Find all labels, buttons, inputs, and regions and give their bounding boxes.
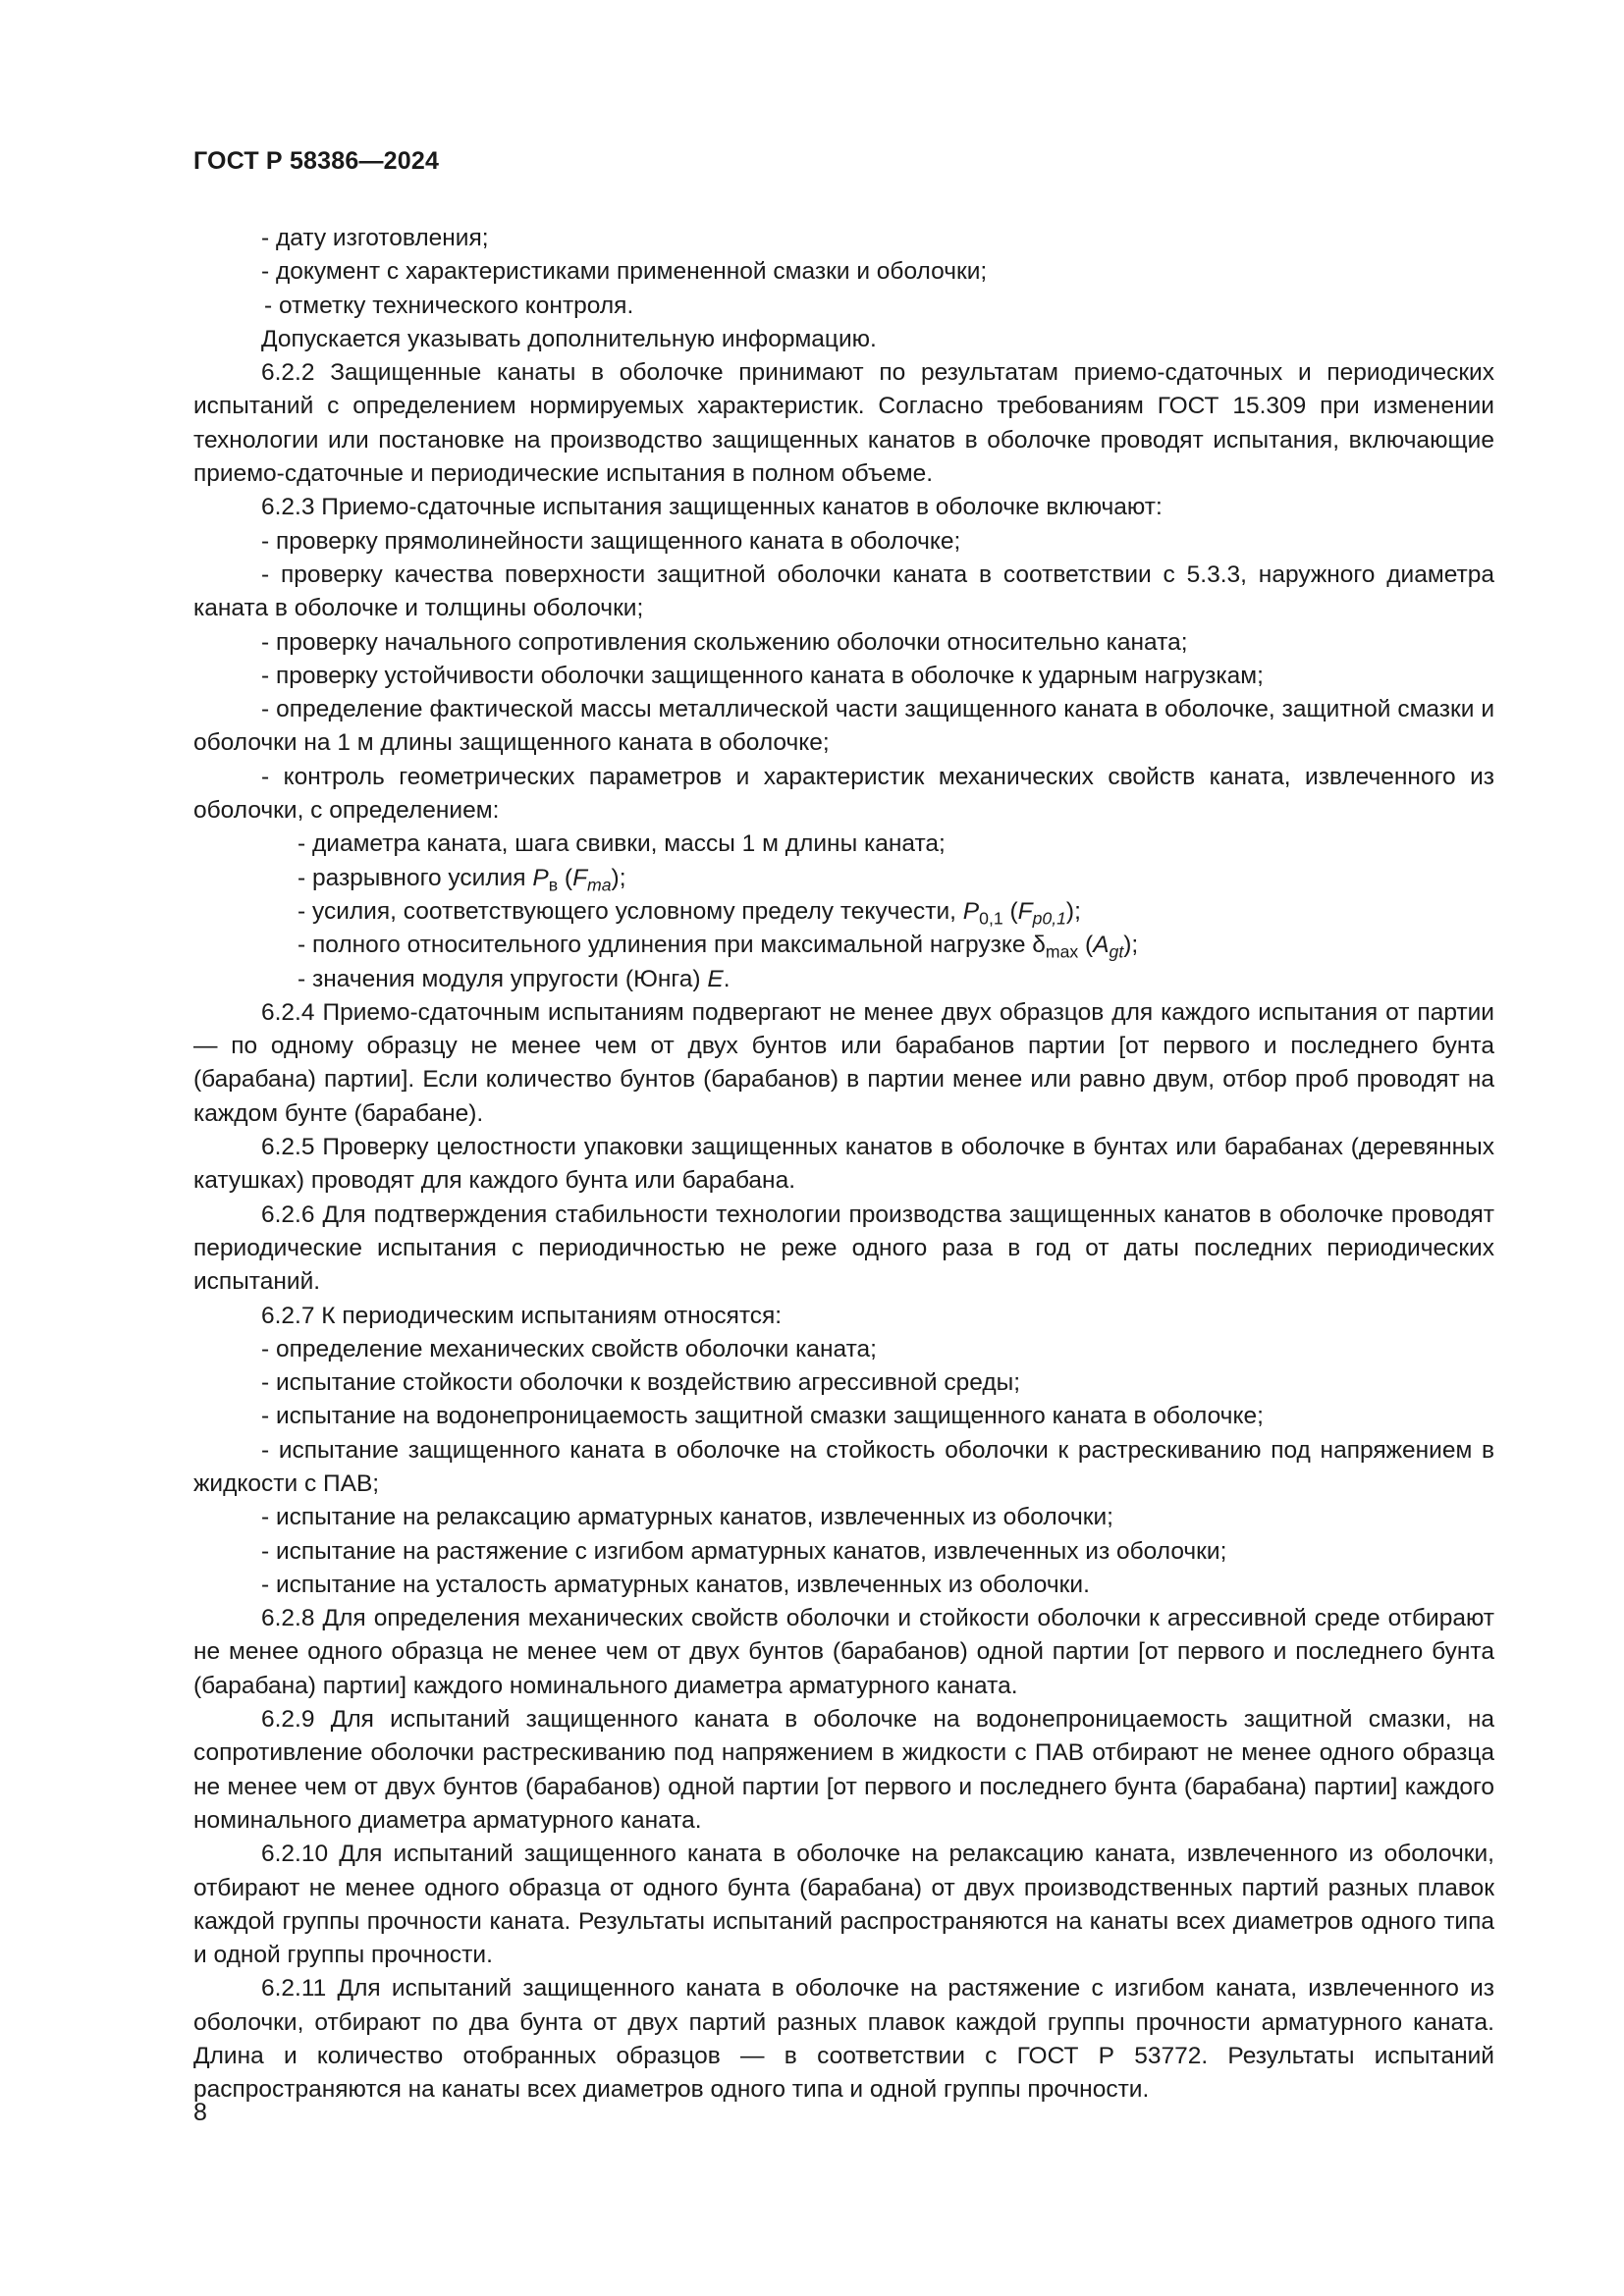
document-body bbox=[193, 222, 1494, 2108]
text: ( bbox=[1002, 897, 1018, 925]
subscript: max bbox=[1045, 941, 1079, 962]
symbol: ma bbox=[587, 874, 612, 894]
list-item: - документ с характеристиками примененной смазки и оболочки; bbox=[261, 258, 988, 286]
text: ); bbox=[1123, 932, 1139, 959]
text: ( bbox=[1078, 932, 1094, 959]
list-item: - испытание на усталость арматурных канатов, извлеченных из оболочки. bbox=[261, 1571, 1090, 1598]
list-item: - проверку устойчивости оболочки защищенного каната в оболочке к ударным нагрузкам; bbox=[261, 662, 1264, 689]
list-item: - контроль геометрических параметров и характеристик механических свойств каната, извлеченного из оболочки, с определением: bbox=[193, 763, 1494, 825]
subscript: 0,1 bbox=[979, 908, 1003, 929]
text: - разрывного усилия bbox=[298, 864, 533, 891]
list-item: - испытание стойкости оболочки к воздействию агрессивной среды; bbox=[261, 1369, 1021, 1397]
list-item: - проверку качества поверхности защитной оболочки каната в соответствии с 5.3.3, наружного диаметра каната в оболочке и толщины оболочки; bbox=[193, 561, 1494, 622]
list-item: - испытание на релаксацию арматурных канатов, извлеченных из оболочки; bbox=[261, 1504, 1113, 1531]
text: - усилия, соответствующего условному пределу текучести, bbox=[298, 897, 963, 925]
text: ); bbox=[1065, 897, 1081, 925]
symbol: P bbox=[532, 864, 549, 891]
clause-6-2-4: 6.2.4 Приемо-сдаточным испытаниям подвергают не менее двух образцов для каждого испытания от партии — по одному образцу не менее чем от двух бунтов или барабанов партии [от первого и последнего бунта (барабана) партии]. Если количество бунтов (барабанов) в партии менее или равно двум, отбор проб проводят на каждом бунте (барабане). bbox=[193, 998, 1494, 1127]
paragraph: Допускается указывать дополнительную информацию. bbox=[261, 325, 877, 352]
text: ( bbox=[558, 864, 573, 891]
text: . bbox=[723, 965, 731, 992]
list-item: - дату изготовления; bbox=[261, 225, 489, 251]
list-item: - испытание защищенного каната в оболочке на стойкость оболочки к растрескиванию под напряжением в жидкости с ПАВ; bbox=[193, 1436, 1494, 1497]
sub-list-item: - диаметра каната, шага свивки, массы 1 м длины каната; bbox=[298, 830, 946, 858]
sub-list-item bbox=[193, 862, 1494, 895]
text: - полного относительного удлинения при максимальной нагрузке δ bbox=[298, 932, 1046, 959]
clause-6-2-9: 6.2.9 Для испытаний защищенного каната в оболочке на водонепроницаемость защитной смазки, на сопротивление оболочки растрескиванию под напряжением в жидкости с ПАВ отбирают не менее одного образца не менее чем от двух бунтов (барабанов) одной партии [от первого и последнего бунта (барабана) партии] каждого номинального диаметра арматурного каната. bbox=[193, 1706, 1494, 1834]
list-item: - определение механических свойств оболочки каната; bbox=[261, 1335, 877, 1362]
page-number: 8 bbox=[193, 2099, 207, 2126]
subscript bbox=[1110, 942, 1124, 962]
symbol: F bbox=[572, 864, 588, 891]
sub-list-item bbox=[193, 963, 1494, 996]
subscript: в bbox=[548, 874, 559, 894]
subscript bbox=[1033, 908, 1066, 928]
sub-list-item bbox=[193, 895, 1494, 929]
symbol: F bbox=[1017, 897, 1033, 925]
clause-6-2-5: 6.2.5 Проверку целостности упаковки защищенных канатов в оболочке в бунтах или барабанах (деревянных катушках) проводят для каждого бунта или барабана. bbox=[193, 1134, 1494, 1195]
clause-6-2-2: 6.2.2 Защищенные канаты в оболочке принимают по результатам приемо-сдаточных и периодических испытаний с определением нормируемых характеристик. Согласно требованиям ГОСТ 15.309 при изменении технологии или постановке на производство защищенных канатов в оболочке проводят испытания, включающие приемо-сдаточные и периодические испытания в полном объеме. bbox=[193, 359, 1494, 488]
list-item: - испытание на водонепроницаемость защитной смазки защищенного каната в оболочке; bbox=[261, 1403, 1264, 1430]
list-item: - испытание на растяжение с изгибом арматурных канатов, извлеченных из оболочки; bbox=[261, 1537, 1227, 1565]
clause-6-2-11: 6.2.11 Для испытаний защищенного каната в оболочке на растяжение с изгибом каната, извлеченного из оболочки, отбирают по два бунта от двух партий разных плавок каждой группы прочности арматурного каната. Длина и количество отобранных образцов — в соответствии с ГОСТ Р 53772. Результаты испытаний распространяются на канаты всех диаметров одного типа и одной группы прочности. bbox=[193, 1975, 1494, 2104]
sub-list-item bbox=[193, 929, 1494, 962]
document-header: ГОСТ Р 58386—2024 bbox=[193, 147, 440, 175]
text: ); bbox=[611, 864, 626, 891]
symbol: P bbox=[962, 897, 980, 925]
symbol: E bbox=[707, 965, 724, 992]
symbol: gt bbox=[1109, 941, 1124, 962]
clause-6-2-8: 6.2.8 Для определения механических свойств оболочки и стойкости оболочки к агрессивной среде отбирают не менее одного образца не менее чем от двух бунтов (барабанов) одной партии [от первого и последнего бунта (барабана) партии] каждого номинального диаметра арматурного каната. bbox=[193, 1605, 1494, 1699]
list-item: - определение фактической массы металлической части защищенного каната в оболочке, защитной смазки и оболочки на 1 м длины защищенного каната в оболочке; bbox=[193, 696, 1494, 757]
list-item: - отметку технического контроля. bbox=[264, 292, 634, 319]
list-item: - проверку прямолинейности защищенного каната в оболочке; bbox=[261, 527, 961, 555]
clause-6-2-6: 6.2.6 Для подтверждения стабильности технологии производства защищенных канатов в оболочке проводят периодические испытания с периодичностью не реже одного раза в год от даты последних периодических испытаний. bbox=[193, 1201, 1494, 1296]
list-item: - проверку начального сопротивления скольжению оболочки относительно каната; bbox=[261, 628, 1188, 656]
clause-6-2-10: 6.2.10 Для испытаний защищенного каната в оболочке на релаксацию каната, извлеченного из оболочки, отбирают не менее одного образца от одного бунта (барабана) от двух производственных партий разных плавок каждой группы прочности каната. Результаты испытаний распространяются на канаты всех диаметров одного типа и одной группы прочности. bbox=[193, 1841, 1494, 1969]
text: - значения модуля упругости (Юнга) bbox=[298, 965, 708, 992]
subscript bbox=[587, 875, 611, 894]
symbol: p0,1 bbox=[1032, 908, 1066, 929]
clause-6-2-7: 6.2.7 К периодическим испытаниям относятся: bbox=[261, 1302, 783, 1329]
clause-6-2-3: 6.2.3 Приемо-сдаточные испытания защищенных канатов в оболочке включают: bbox=[261, 494, 1163, 521]
symbol: A bbox=[1093, 932, 1110, 959]
